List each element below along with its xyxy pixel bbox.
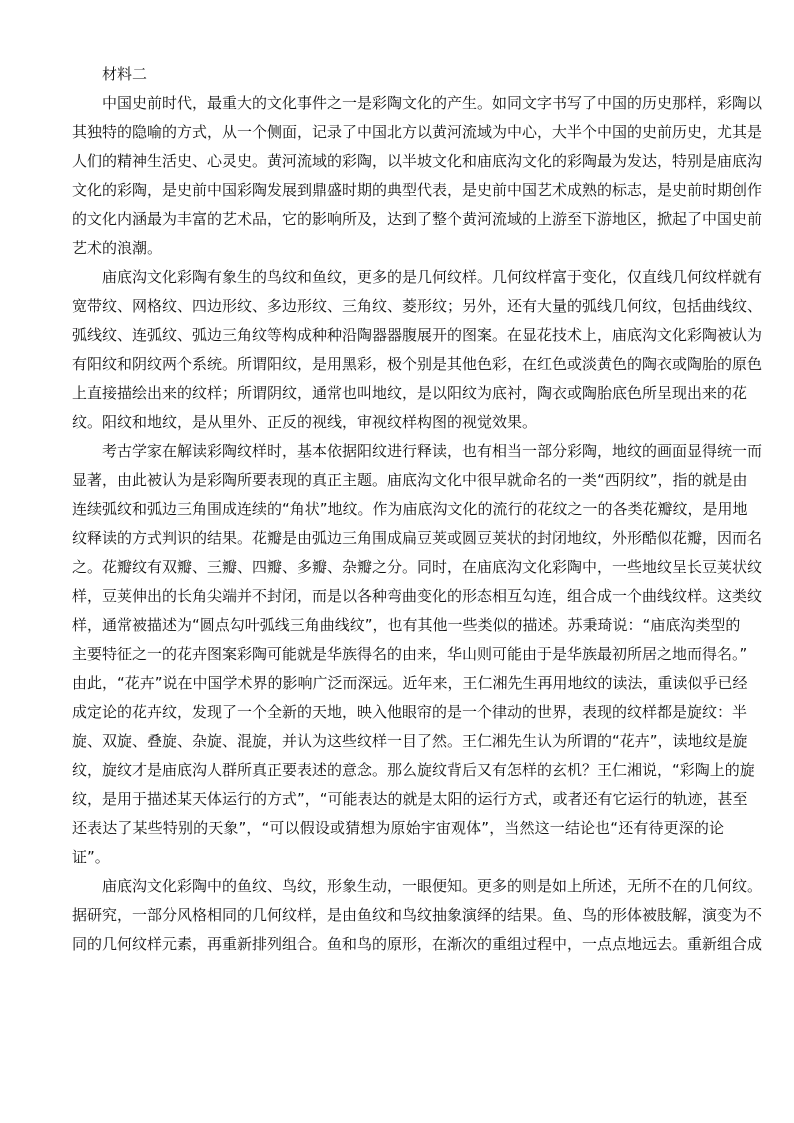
document-page	[72, 60, 763, 959]
paragraph-line: 庙底沟文化彩陶中的鱼纹、鸟纹，形象生动，一眼便知。更多的则是如上所述，无所不在的几何纹。	[102, 877, 763, 895]
paragraph-line: 纹释读的方式判识的结果。花瓣是由弧边三角围成扁豆荚或圆豆荚状的封闭地纹，外形酷似花瓣，因而名	[72, 529, 763, 547]
paragraph-line: 其独特的隐喻的方式，从一个侧面，记录了中国北方以黄河流域为中心，大半个中国的史前历史，尤其是	[72, 123, 763, 141]
paragraph-line: 由此，“花卉”说在中国学术界的影响广泛而深远。近年来，王仁湘先生再用地纹的读法，重读似乎已经	[72, 674, 748, 692]
paragraph-line: 上直接描绘出来的纹样；所谓阴纹，通常也叫地纹，是以阳纹为底衬，陶衣或陶胎底色所呈现出来的花	[72, 384, 748, 402]
paragraph	[72, 872, 763, 959]
paragraph-line: 证”。	[72, 848, 110, 866]
paragraph-line: 显著，由此被认为是彩陶所要表现的真正主题。庙底沟文化中很早就命名的一类“西阴纹”，指的就是由	[72, 471, 748, 489]
paragraph-line: 据研究，一部分风格相同的几何纹样，是由鱼纹和鸟纹抽象演绎的结果。鱼、鸟的形体被肢解，演变为不	[72, 906, 763, 924]
paragraph-line: 之。花瓣纹有双瓣、三瓣、四瓣、多瓣、杂瓣之分。同时，在庙底沟文化彩陶中，一些地纹呈长豆荚状纹	[72, 558, 763, 576]
paragraph-line: 艺术的浪潮。	[72, 239, 163, 257]
paragraph-line: 有阳纹和阴纹两个系统。所谓阳纹，是用黑彩，极个别是其他色彩，在红色或淡黄色的陶衣或陶胎的原色	[72, 355, 763, 373]
paragraph-line: 纹，旋纹才是庙底沟人群所真正要表述的意念。那么旋纹背后又有怎样的玄机？王仁湘说，“彩陶上的旋	[72, 761, 755, 779]
paragraph-line: 样，豆荚伸出的长角尖端并不封闭，而是以各种弯曲变化的形态相互勾连，组合成一个曲线纹样。这类纹	[72, 587, 763, 605]
paragraph-line: 弧线纹、连弧纹、弧边三角纹等构成种种沿陶器器腹展开的图案。在显花技术上，庙底沟文化彩陶被认为	[72, 326, 763, 344]
paragraph-line: 中国史前时代，最重大的文化事件之一是彩陶文化的产生。如同文字书写了中国的历史那样，彩陶以	[102, 94, 763, 112]
section-heading: 材料二	[102, 65, 148, 83]
paragraph-line: 样，通常被描述为“圆点勾叶弧线三角曲线纹”，也有其他一些类似的描述。苏秉琦说：“庙底沟类型的	[72, 616, 741, 634]
paragraph-line: 成定论的花卉纹，发现了一个全新的天地，映入他眼帘的是一个律动的世界，表现的纹样都是旋纹：半	[72, 703, 748, 721]
paragraph-line: 纹。阳纹和地纹，是从里外、正反的视线，审视纹样构图的视觉效果。	[72, 413, 538, 431]
paragraph-line: 主要特征之一的花卉图案彩陶可能就是华族得名的由来，华山则可能由于是华族最初所居之地而得名。”	[72, 645, 748, 663]
paragraph-line: 文化的彩陶，是史前中国彩陶发展到鼎盛时期的典型代表，是史前中国艺术成熟的标志，是史前时期创作	[72, 181, 763, 199]
paragraph-line: 旋、双旋、叠旋、杂旋、混旋，并认为这些纹样一目了然。王仁湘先生认为所谓的“花卉”，读地纹是旋	[72, 732, 748, 750]
paragraph-line: 宽带纹、网格纹、四边形纹、多边形纹、三角纹、菱形纹；另外，还有大量的弧线几何纹，包括曲线纹、	[72, 297, 763, 315]
paragraph-line: 的文化内涵最为丰富的艺术品，它的影响所及，达到了整个黄河流域的上游至下游地区，掀起了中国史前	[72, 210, 763, 228]
paragraph-line: 纹，是用于描述某天体运行的方式”，“可能表达的就是太阳的运行方式，或者还有它运行的轨迹，甚至	[72, 790, 748, 808]
paragraph-line: 人们的精神生活史、心灵史。黄河流域的彩陶，以半坡文化和庙底沟文化的彩陶最为发达，特别是庙底沟	[72, 152, 763, 170]
paragraph	[72, 89, 763, 263]
paragraph-line: 同的几何纹样元素，再重新排列组合。鱼和鸟的原形，在渐次的重组过程中，一点点地远去。重新组合成	[72, 935, 763, 953]
paragraph	[72, 263, 763, 437]
paragraph	[72, 437, 763, 872]
paragraph-line: 连续弧纹和弧边三角围成连续的“角状”地纹。作为庙底沟文化的流行的花纹之一的各类花瓣纹，是用地	[72, 500, 748, 518]
paragraph-line: 庙底沟文化彩陶有象生的鸟纹和鱼纹，更多的是几何纹样。几何纹样富于变化，仅直线几何纹样就有	[102, 268, 763, 286]
paragraph-line: 考古学家在解读彩陶纹样时，基本依据阳纹进行释读，也有相当一部分彩陶，地纹的画面显得统一而	[102, 442, 763, 460]
document-body	[72, 89, 763, 959]
paragraph-line: 还表达了某些特别的天象”，“可以假设或猜想为原始宇宙观体”，当然这一结论也“还有待更深的论	[72, 819, 724, 837]
